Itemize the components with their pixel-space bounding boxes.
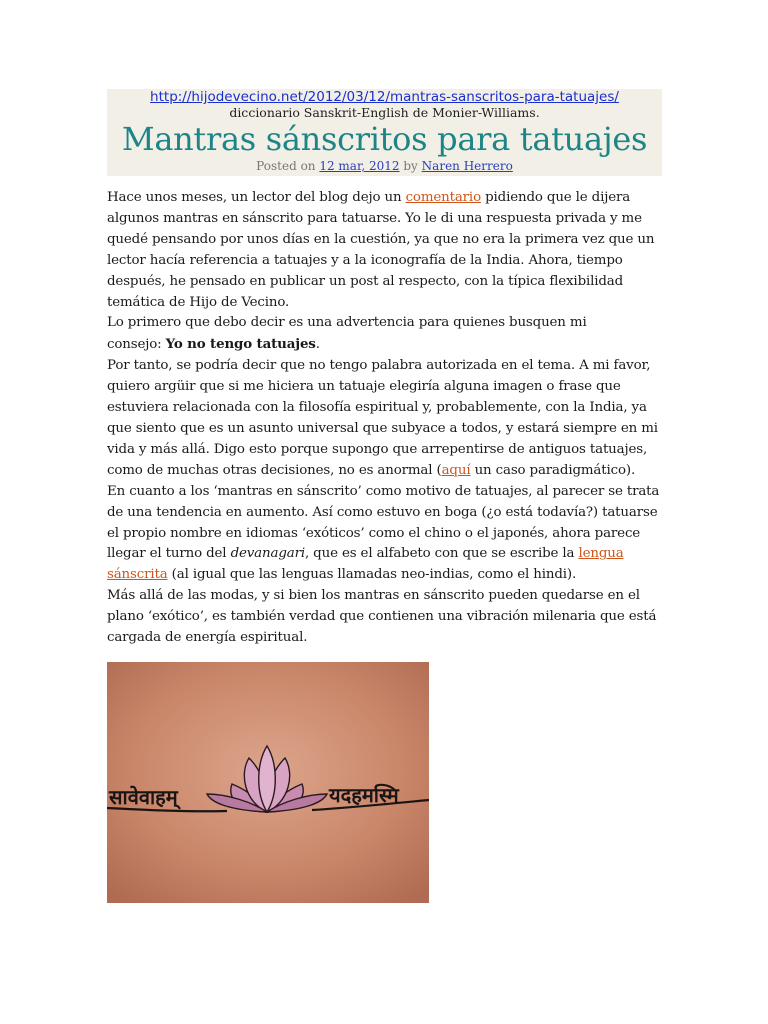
sanskrit-text-right: यदहमस्मि [329, 783, 399, 807]
tattoo-illustration [107, 662, 429, 903]
text-line: quiero argüir que si me hiciera un tatuaje elegiría alguna imagen o frase que [107, 379, 621, 395]
dictionary-note: diccionario Sanskrit-English de Monier-Williams. [229, 105, 540, 120]
sanskrit-text-left: सावेवाहम् [109, 785, 178, 809]
text-line: cargada de energía espiritual. [107, 630, 308, 646]
lengua-link[interactable]: lengua [578, 546, 624, 562]
by-label: by [403, 159, 418, 173]
text-line: Por tanto, se podría decir que no tengo palabra autorizada en el tema. A mi favor, [107, 358, 651, 374]
text-line: vida y más allá. Digo esto porque supongo que arrepentirse de antiguos tatuajes, [107, 441, 648, 457]
text-line: después, he pensado en publicar un post al respecto, con la típica flexibilidad [107, 273, 624, 289]
sanscrita-link[interactable]: sánscrita [107, 567, 168, 583]
text-line: quedé pensando por unos días en la cuestión, ya que no era la primera vez que un [107, 231, 655, 247]
text-line: En cuanto a los ‘mantras en sánscrito’ como motivo de tatuajes, al parecer se trata [107, 483, 660, 499]
text-line: de una tendencia en aumento. Así como estuvo en boga (¿o está todavía?) tatuarse [107, 504, 658, 520]
text-line: estuviera relacionada con la filosofía espiritual y, probablemente, con la India, ya [107, 400, 647, 416]
tattoo-photo [107, 662, 429, 903]
bold-statement: Yo no tengo tatuajes [165, 336, 316, 353]
devanagari-term: devanagari [230, 546, 305, 562]
text-line: el propio nombre en idiomas ‘exóticos’ como el chino o el japonés, ahora parece [107, 525, 641, 541]
text-line: llegar el turno del devanagari, que es el alfabeto con que se escribe la lengua [107, 546, 624, 562]
text-line: consejo: Yo no tengo tatuajes. [107, 336, 320, 353]
date-link[interactable]: 12 mar, 2012 [319, 159, 400, 173]
text-line: lector hacía referencia a tatuajes y a la iconografía de la India. Ahora, tiempo [107, 252, 623, 268]
aqui-link[interactable]: aquí [441, 462, 471, 478]
article-header [107, 89, 662, 176]
byline [107, 158, 662, 174]
source-url-link[interactable]: http://hijodevecino.net/2012/03/12/mantras-sanscritos-para-tatuajes/ [150, 89, 619, 105]
text-line: Lo primero que debo decir es una advertencia para quienes busquen mi [107, 315, 587, 331]
text-line: que siento que es un asunto universal que subyace a todos, y estará siempre en mi [107, 420, 658, 436]
text-line: temática de Hijo de Vecino. [107, 294, 290, 310]
text-line: algunos mantras en sánscrito para tatuarse. Yo le di una respuesta privada y me [107, 210, 642, 226]
article-body [107, 188, 667, 649]
text-line: plano ‘exótico’, es también verdad que contienen una vibración milenaria que está [107, 609, 657, 625]
text-line: como de muchas otras decisiones, no es anormal (aquí un caso paradigmático). [107, 462, 636, 478]
text-line: Hace unos meses, un lector del blog dejo un comentario pidiendo que le dijera [107, 190, 631, 205]
author-link[interactable]: Naren Herrero [421, 159, 513, 173]
text-line: Más allá de las modas, y si bien los mantras en sánscrito pueden quedarse en el [107, 588, 640, 604]
text-line: sánscrita (al igual que las lenguas llamadas neo-indias, como el hindi). [107, 567, 577, 583]
page-title: Mantras sánscritos para tatuajes [121, 120, 648, 158]
posted-on-label: Posted on [256, 159, 316, 173]
comentario-link[interactable]: comentario [405, 190, 481, 205]
